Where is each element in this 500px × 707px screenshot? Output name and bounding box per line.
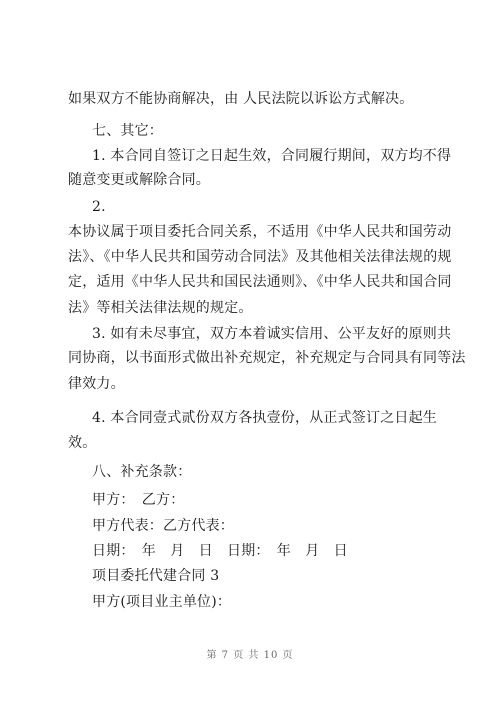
paragraph-line: 本协议属于项目委托合同关系，不适用《中华人民共和国劳动: [68, 224, 452, 240]
signature-parties-line: 甲方： 乙方：: [92, 492, 185, 508]
paragraph-line: 随意变更或解除合同。: [68, 172, 210, 188]
signature-representatives-line: 甲方代表：乙方代表：: [92, 518, 234, 534]
page-number-footer: 第 7 页 共 10 页: [206, 650, 294, 661]
paragraph-line: 法》等相关法律法规的规定。: [68, 300, 253, 316]
paragraph-line: 3. 如有未尽事宜，双方本着诚实信用、公平友好的原则共: [92, 326, 452, 342]
paragraph-line: 4. 本合同壹式贰份双方各执壹份，从正式签订之日起生: [92, 410, 438, 426]
paragraph-line: 如果双方不能协商解决，由 人民法院以诉讼方式解决。: [68, 91, 414, 107]
section-heading-supplementary: 八、补充条款：: [92, 464, 192, 480]
paragraph-line: 2.: [92, 199, 106, 215]
contract-title-line: 项目委托代建合同 3: [92, 568, 220, 584]
paragraph-line: 律效力。: [68, 376, 125, 392]
section-heading-other: 七、其它：: [92, 123, 163, 139]
paragraph-line: 定，适用《中华人民共和国民法通则》、《中华人民共和国合同: [68, 274, 452, 290]
paragraph-line: 法》、《中华人民共和国劳动合同法》及其他相关法律法规的规: [68, 249, 452, 265]
party-a-line: 甲方(项目业主单位)：: [92, 594, 232, 610]
paragraph-line: 效。: [68, 435, 97, 451]
signature-dates-line: 日期： 年 月 日 日期： 年 月 日: [92, 543, 348, 559]
paragraph-line: 同协商，以书面形式做出补充规定，补充规定与合同具有同等法: [68, 350, 466, 366]
paragraph-line: 1. 本合同自签订之日起生效，合同履行期间，双方均不得: [92, 148, 452, 164]
